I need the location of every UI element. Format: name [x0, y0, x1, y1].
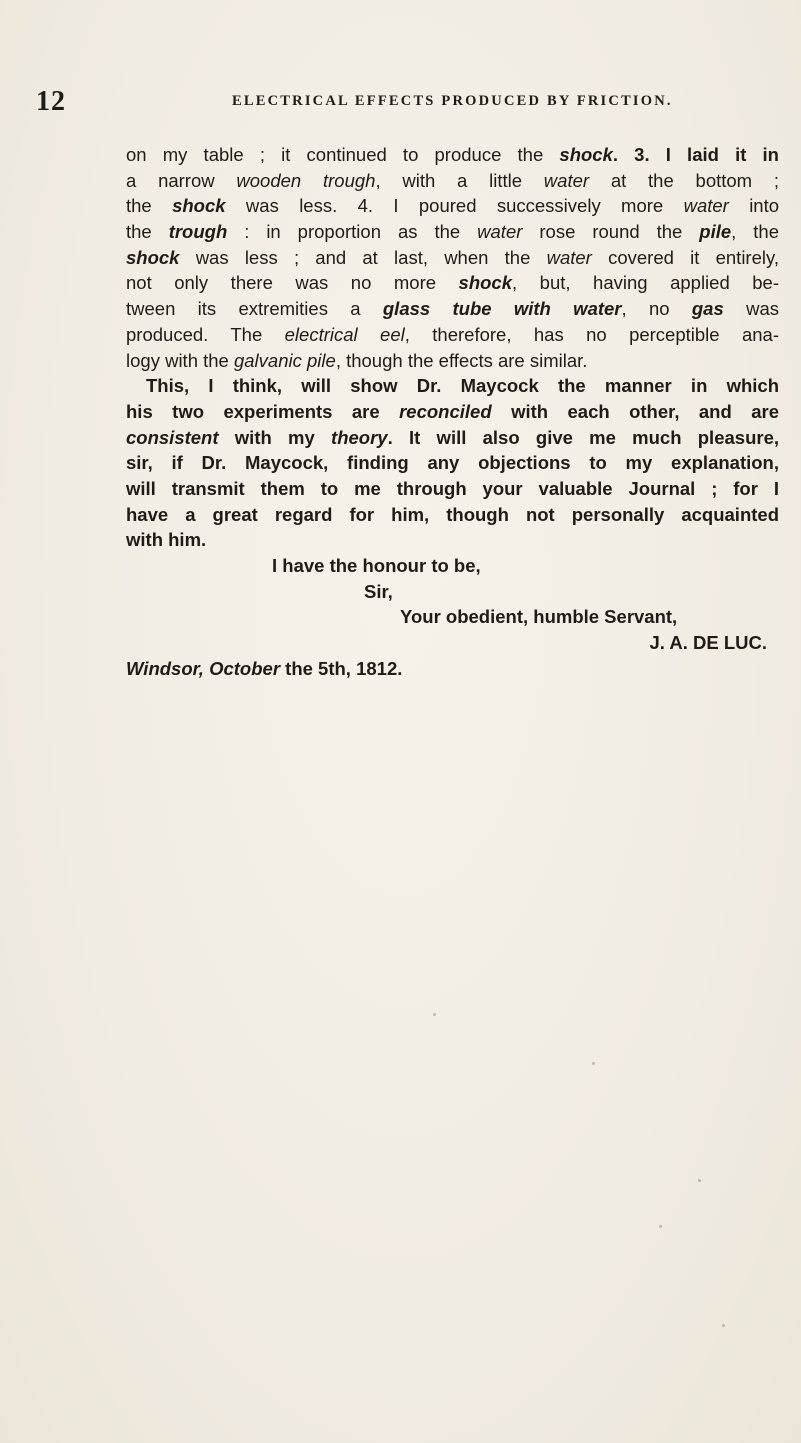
text-line: will transmit them to me through your valuable Journal ; for I	[126, 477, 779, 499]
paper-speck	[722, 1324, 725, 1327]
text-line: on my table ; it continued to produce the shock. 3. I laid it in	[126, 144, 779, 165]
running-head: ELECTRICAL EFFECTS PRODUCED BY FRICTION.	[232, 93, 673, 109]
paper-speck	[659, 1225, 662, 1228]
dateline-date: the 5th, 1812.	[280, 657, 403, 679]
dateline-month: October	[209, 657, 281, 679]
text-line: the trough : in proportion as the water rose round the pile, the	[126, 221, 779, 243]
paper-speck	[433, 1013, 436, 1016]
text-line: consistent with my theory. It will also give me much pleasure,	[126, 426, 779, 448]
text-line: his two experiments are reconciled with each other, and are	[126, 400, 779, 422]
text-line: logy with the galvanic pile, though the effects are similar.	[126, 349, 588, 371]
text-line: with him.	[126, 529, 207, 551]
closing-salutation: I have the honour to be,	[272, 555, 481, 576]
paper-speck	[592, 1062, 595, 1065]
paper-speck	[698, 1179, 701, 1182]
page-number: 12	[36, 86, 66, 117]
text-line: have a great regard for him, though not personally acquainted	[126, 503, 779, 525]
text-line: sir, if Dr. Maycock, finding any objections to my explanation,	[126, 452, 779, 474]
closing-sir: Sir,	[364, 580, 393, 602]
text-line: not only there was no more shock, but, having applied be-	[126, 272, 779, 294]
author-signature: J. A. DE LUC.	[649, 632, 767, 654]
closing-servant: Your obedient, humble Servant,	[400, 606, 678, 628]
text-line: shock was less ; and at last, when the water covered it entirely,	[126, 246, 780, 268]
text-line: tween its extremities a glass tube with water, no gas was	[126, 298, 779, 320]
text-line: a narrow wooden trough, with a little water at the bottom ;	[126, 169, 780, 191]
dateline	[126, 656, 779, 682]
body-text	[126, 142, 779, 681]
text-line: This, I think, will show Dr. Maycock the manner in which	[146, 375, 779, 397]
text-line: the shock was less. 4. I poured successively more water into	[126, 195, 780, 217]
text-line: produced. The electrical eel, therefore, has no perceptible ana-	[126, 323, 780, 345]
dateline-place: Windsor,	[126, 657, 204, 679]
